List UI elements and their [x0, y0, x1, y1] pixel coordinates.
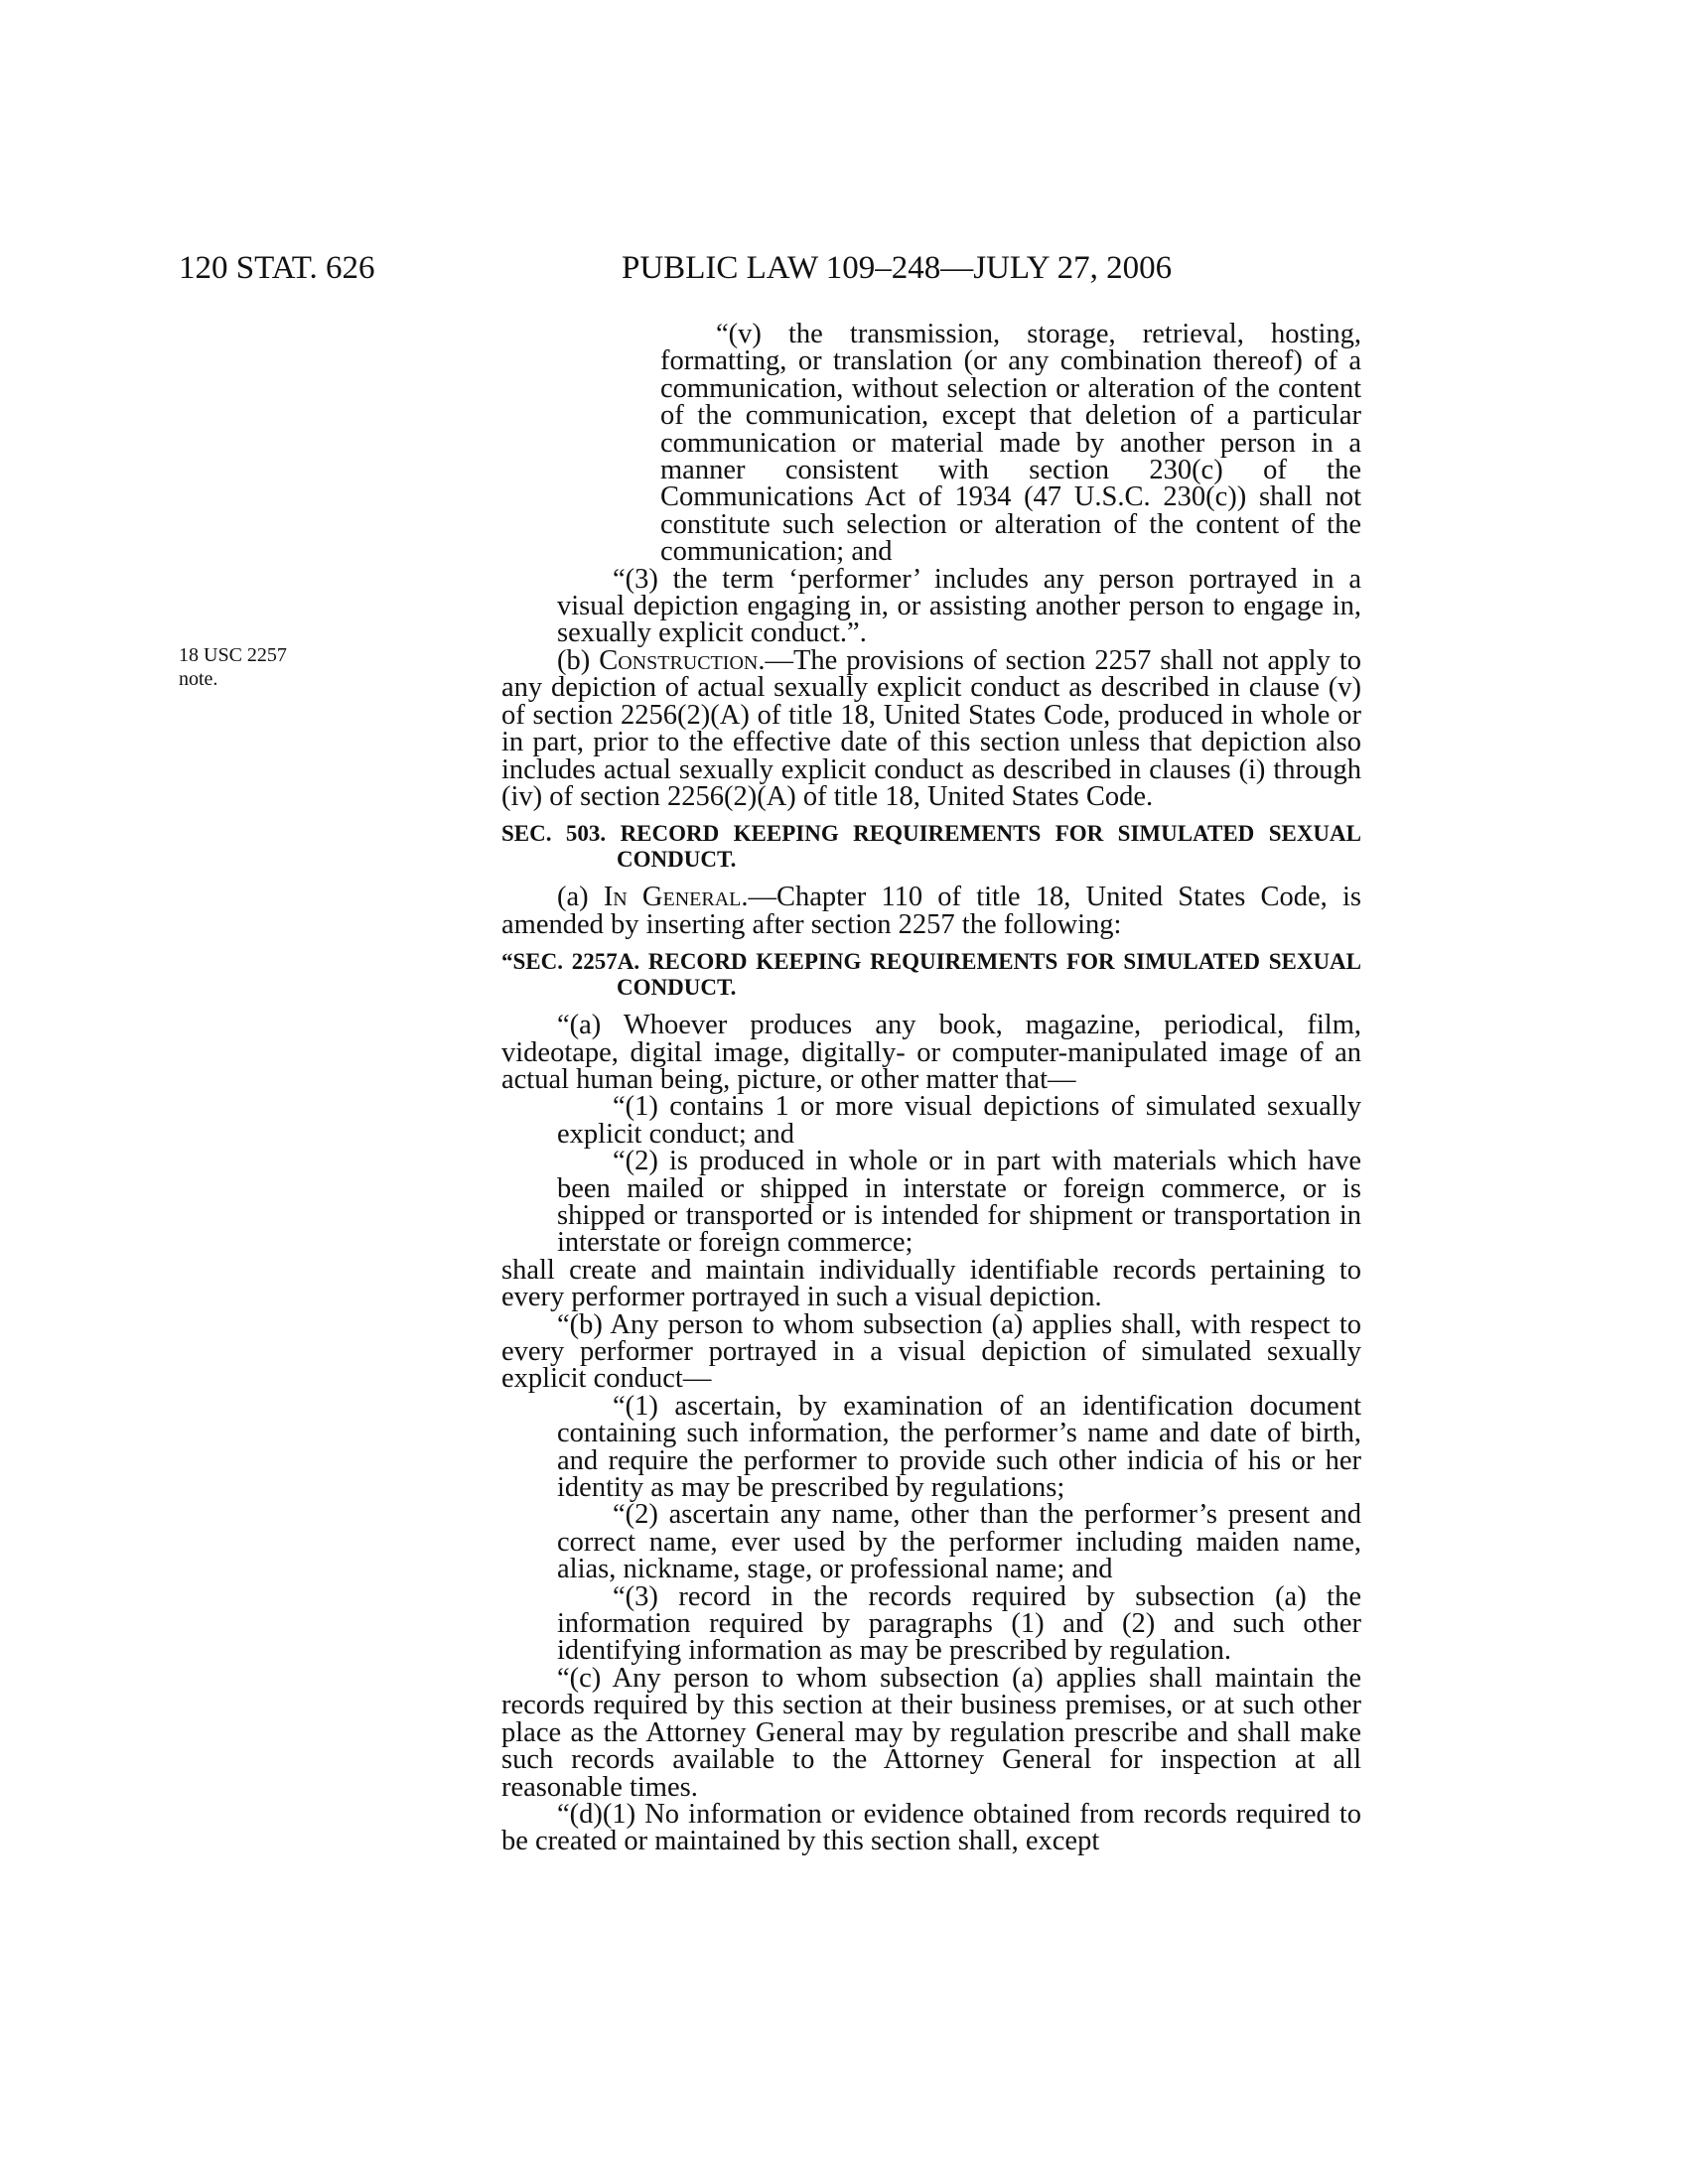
statute-page-number: 120 STAT. 626 — [179, 250, 375, 286]
new-subsection-b: “(b) Any person to whom subsection (a) applies shall, with respect to every performer portrayed in a visual depiction of simulated sexually explicit conduct— — [501, 1308, 1361, 1395]
new-paragraph-b1: “(1) ascertain, by examination of an identification document containing such information, the performer’s name and date of birth, and require the performer to provide such other indicia of his or her identity as may be prescribed by regulations; — [557, 1390, 1361, 1504]
subsection-b-heading: Construction — [599, 644, 759, 676]
running-head: PUBLIC LAW 109–248—JULY 27, 2006 — [622, 250, 1173, 286]
new-paragraph-b2: “(2) ascertain any name, other than the performer’s present and correct name, ever used by the performer including maiden name, alias, nickname, stage, or professional name; and — [557, 1499, 1361, 1585]
margin-note-citation: 18 USC 2257 — [179, 644, 287, 666]
subsection-b-construction — [501, 644, 1361, 812]
subsection-a-in-general — [501, 884, 1361, 938]
new-paragraph-a2: “(2) is produced in whole or in part with materials which have been mailed or shipped in interstate or foreign commerce, or is shipped or transported or is intended for shipment or transportation in interstate or foreign commerce; — [557, 1146, 1361, 1259]
new-paragraph-a1: “(1) contains 1 or more visual depictions of simulated sexually explicit conduct; and — [557, 1091, 1361, 1150]
section-503-heading: SEC. 503. RECORD KEEPING REQUIREMENTS FOR SIMULATED SEXUAL CONDUCT. — [501, 821, 1361, 873]
new-subsection-a-tail: shall create and maintain individually identifiable records pertaining to every performer portrayed in such a visual depiction. — [501, 1254, 1361, 1313]
new-subsection-c: “(c) Any person to whom subsection (a) applies shall maintain the records required by this section at their business premises, or at such other place as the Attorney General may by regulation prescribe and shall make such records available to the Attorney General for inspection at all reasonable times. — [501, 1662, 1361, 1803]
new-subsection-a: “(a) Whoever produces any book, magazine, periodical, film, videotape, digital image, digitally- or computer-manipulated image of an actual human being, picture, or other matter that— — [501, 1010, 1361, 1095]
subsection-b-label: (b) — [557, 644, 600, 676]
margin-note-suffix: note. — [179, 668, 218, 690]
subsection-a-text: .—Chapter 110 of title 18, United States Code, is amended by inserting after section 2257 the following: — [501, 882, 1361, 940]
paragraph-3-performer: “(3) the term ‘performer’ includes any person portrayed in a visual depiction engaging in, or assisting another person to engage in, sexually explicit conduct.”. — [557, 563, 1361, 649]
section-2257a-heading: “SEC. 2257A. RECORD KEEPING REQUIREMENTS FOR SIMULATED SEXUAL CONDUCT. — [501, 949, 1361, 1001]
subsection-a-label: (a) — [557, 882, 604, 913]
subsection-a-heading: In General — [603, 882, 742, 913]
new-paragraph-b3: “(3) record in the records required by subsection (a) the information required by paragraphs (1) and (2) and such other identifying information as may be prescribed by regulation. — [557, 1580, 1361, 1667]
subsection-b-text: .—The provisions of section 2257 shall not apply to any depiction of actual sexually explicit conduct as described in clause (v) of section 2256(2)(A) of title 18, United States Code, produced in whole or in part, prior to the effective date of this section unless that depiction also includes actual sexually explicit conduct as described in clauses (i) through (iv) of section 2256(2)(A) of title 18, United States Code. — [501, 644, 1361, 812]
margin-note — [179, 643, 287, 691]
document-body — [501, 321, 1361, 1855]
clause-v: “(v) the transmission, storage, retrieval, hosting, formatting, or translation (or any combination thereof) of a communication, without selection or alteration of the content of the communication, except that deletion of a particular communication or material made by another person in a manner consistent with section 230(c) of the Communications Act of 1934 (47 U.S.C. 230(c)) shall not constitute such selection or alteration of the content of the communication; and — [660, 319, 1361, 568]
page-header — [0, 250, 1688, 290]
new-subsection-d: “(d)(1) No information or evidence obtained from records required to be created or maintained by this section shall, except — [501, 1798, 1361, 1857]
